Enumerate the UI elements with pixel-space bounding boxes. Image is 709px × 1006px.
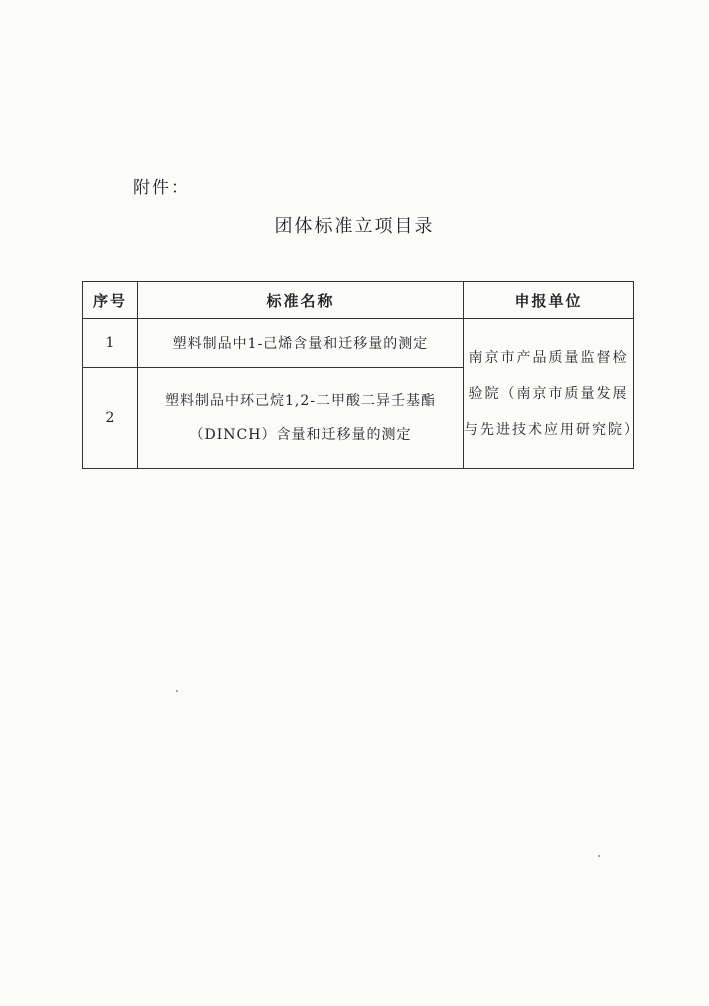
scan-speck [598, 855, 600, 857]
table-row [83, 319, 634, 368]
row-serial: 1 [83, 319, 138, 368]
applicant-unit-text: 南京市产品质量监督检验院（南京市质量发展与先进技术应用研究院） [464, 349, 640, 438]
header-serial: 序号 [83, 282, 138, 319]
scan-speck [176, 690, 178, 692]
row-standard-name: 塑料制品中环己烷1,2-二甲酸二异壬基酯（DINCH）含量和迁移量的测定 [138, 368, 464, 469]
header-applicant-unit: 申报单位 [464, 282, 634, 319]
applicant-unit [464, 319, 640, 469]
page-title: 团体标准立项目录 [274, 216, 435, 237]
row-standard-name: 塑料制品中1-己烯含量和迁移量的测定 [138, 319, 464, 368]
table-header-row [83, 282, 634, 319]
standards-table [82, 281, 640, 469]
header-standard-name: 标准名称 [138, 282, 464, 319]
attachment-label: 附件： [133, 178, 190, 198]
row-serial: 2 [83, 368, 138, 469]
